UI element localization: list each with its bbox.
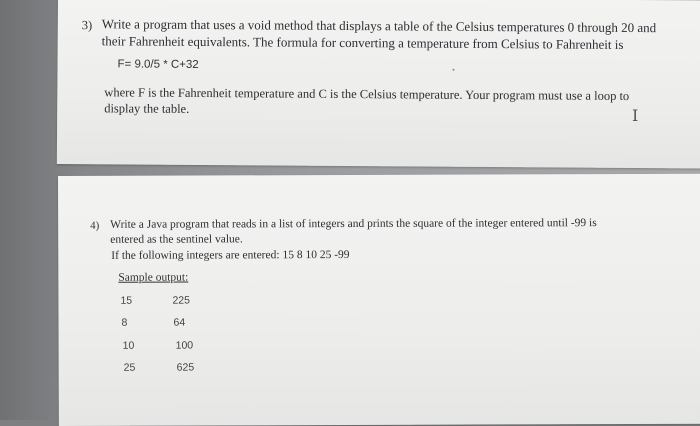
sample-row-3-square: 100 [175,339,194,352]
sample-output-title: Sample output: [118,271,189,284]
sample-row-4-square: 625 [176,361,195,374]
question-4-line-1: Write a Java program that reads in a list of integers and prints the square of the integer entered until -99 is [110,217,597,231]
sample-row-3-number: 10 [122,339,135,352]
text-cursor-icon: I [632,106,639,125]
sample-row-1-square: 225 [172,294,190,307]
sample-row-2-number: 8 [121,316,128,329]
sample-row-2-square: 64 [173,316,186,329]
fahrenheit-formula: F= 9.0/5 * C+32 [117,58,199,71]
question-4-card [58,174,700,426]
question-3-line-1: Write a program that uses a void method that displays a table of the Celsius temperatures 0 through 20 and [101,16,657,36]
question-3-card [57,0,700,169]
question-4-line-3: If the following integers are entered: 15 8 10 25 -99 [111,248,350,262]
sample-row-4-number: 25 [123,361,136,374]
paper-speck [452,69,454,71]
question-3-line-4: display the table. [104,101,190,116]
question-4-line-2: entered as the sentinel value. [110,233,243,246]
question-4-number: 4) [90,219,100,232]
question-3-number: 3) [81,18,93,33]
question-3-line-3: where F is the Fahrenheit temperature and C is the Celsius temperature. Your program must use a loop to [104,85,630,103]
question-3-line-2: their Fahrenheit equivalents. The formula for converting a temperature from Celsius to Fahrenheit is [101,33,624,52]
sample-row-1-number: 15 [120,294,133,307]
